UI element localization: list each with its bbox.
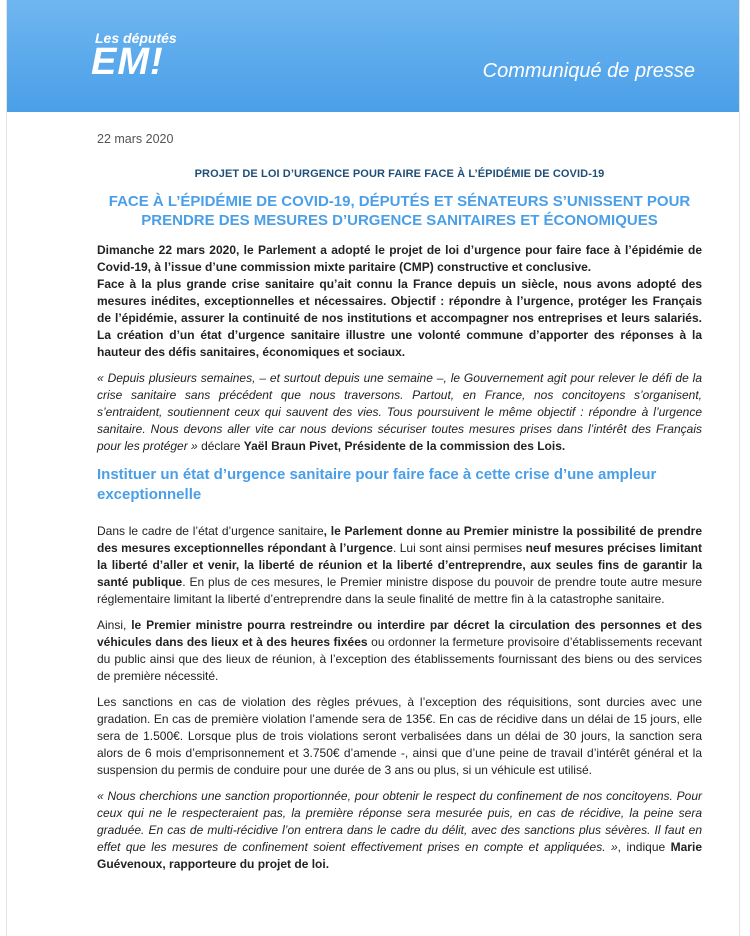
para2-text-1: Ainsi, <box>97 618 132 632</box>
release-date: 22 mars 2020 <box>97 132 174 146</box>
paragraph-2 <box>97 617 702 685</box>
quote-2-author: Marie Guévenoux, rapporteure du projet de loi. <box>97 840 702 871</box>
quote-2-declare: , indique <box>617 840 671 854</box>
para1-text-3: . En plus de ces mesures, le Premier ministre dispose du pouvoir de prendre toute autre mesure réglementaire limitant la liberté d’entreprendre dans la seule finalité de mettre fin à la catastrophe sanitaire. <box>97 575 702 606</box>
para2-bold-1: le Premier ministre pourra restreindre ou interdire par décret la circulation des personnes et des véhicules dans des lieux et à des heures fixées <box>97 618 702 649</box>
press-release-page <box>6 0 740 936</box>
para1-bold-2: neuf mesures précises limitant la liberté d’aller et venir, la liberté de réunion et la liberté d’entreprendre, aux seules fins de garantir la santé publique <box>97 541 702 589</box>
quote-2-text: « Nous cherchions une sanction proportionnée, pour obtenir le respect du confinement de nos concitoyens. Pour ceux qui ne le respecteraient pas, la première réponse sera mesurée puis, en cas de récidive, la peine sera graduée. En cas de multi-récidive l’on entrera dans le cadre du délit, avec des sanctions plus sévères. Il faut en effet que les mesures de confinement soient effectivement prises en compte et appliquées. » <box>97 789 702 854</box>
section-heading: Instituer un état d’urgence sanitaire pour faire face à cette crise d’une ampleur exceptionnelle <box>97 466 657 503</box>
document-body <box>97 132 702 873</box>
intro-paragraph-1: Dimanche 22 mars 2020, le Parlement a adopté le projet de loi d’urgence pour faire face à l’épidémie de Covid-19, à l’issue d’une commission mixte paritaire (CMP) constructive et conclusive. <box>97 243 702 274</box>
kicker-heading: PROJET DE LOI D’URGENCE POUR FAIRE FACE À L’ÉPIDÉMIE DE COVID-19 <box>194 168 605 180</box>
quote-1-author: Yaël Braun Pivet, Présidente de la commission des Lois. <box>243 439 566 453</box>
header-banner <box>7 0 739 112</box>
para1-bold-1: , le Parlement donne au Premier ministre la possibilité de prendre des mesures exceptionnelles répondant à l’urgence <box>97 524 702 555</box>
quote-1 <box>97 370 702 455</box>
para2-text-2: ou ordonner la fermeture provisoire d’établissements recevant du public ainsi que des lieux de réunion, à l’exception des établissements fournissant des biens ou des services de première nécessité. <box>97 635 702 683</box>
para1-text-1: Dans le cadre de l’état d’urgence sanitaire <box>97 524 324 538</box>
quote-1-text: « Depuis plusieurs semaines, – et surtout depuis une semaine –, le Gouvernement agit pour relever le défi de la crise sanitaire sans précédent que nous traversons. Partout, en France, nos concitoyens s’organisent, s’entraident, soutiennent ceux qui sauvent des vies. Tous poursuivent le même objectif : répondre à l’urgence sanitaire. Nous devons aller vite car nous devions sécuriser toutes mesures prises dans l’intérêt des Français pour les protéger » <box>97 371 702 453</box>
logo-text-big: EM! <box>91 41 164 83</box>
para1-text-2: . Lui sont ainsi permises <box>392 541 526 555</box>
paragraph-3: Les sanctions en cas de violation des règles prévues, à l’exception des réquisitions, sont durcies avec une gradation. En cas de première violation l’amende sera de 135€. En cas de récidive dans un délai de 15 jours, elle sera de 1.500€. Lorsque plus de trois violations seront verbalisées dans un délai de 30 jours, la sanction sera alors de 6 mois d’emprisonnement et 3.750€ d’amende -, ainsi que d’une peine de travail d’intérêt général et la suspension du permis de conduire pour une durée de 3 ans ou plus, si un véhicule est utilisé. <box>97 695 702 777</box>
quote-2 <box>97 788 702 873</box>
paragraph-1 <box>97 523 702 608</box>
press-release-label: Communiqué de presse <box>482 60 695 82</box>
logo-text-small: Les députés <box>95 30 177 46</box>
quote-1-declare: déclare <box>197 439 244 453</box>
main-title: FACE À L’ÉPIDÉMIE DE COVID-19, DÉPUTÉS ET SÉNATEURS S’UNISSENT POUR PRENDRE DES MESURES D’URGENCE SANITAIRES ET ÉCONOMIQUES <box>108 193 691 229</box>
intro-paragraph-2: Face à la plus grande crise sanitaire qu’ait connu la France depuis un siècle, nous avons adopté des mesures inédites, exceptionnelles et nécessaires. Objectif : répondre à l’urgence, protéger les Français de l’épidémie, assurer la continuité de nos institutions et accompagner nos entreprises et leurs salariés. La création d’un état d’urgence sanitaire illustre une volonté commune d’apporter des réponses à la hauteur des défis sanitaires, économiques et sociaux. <box>97 277 702 359</box>
